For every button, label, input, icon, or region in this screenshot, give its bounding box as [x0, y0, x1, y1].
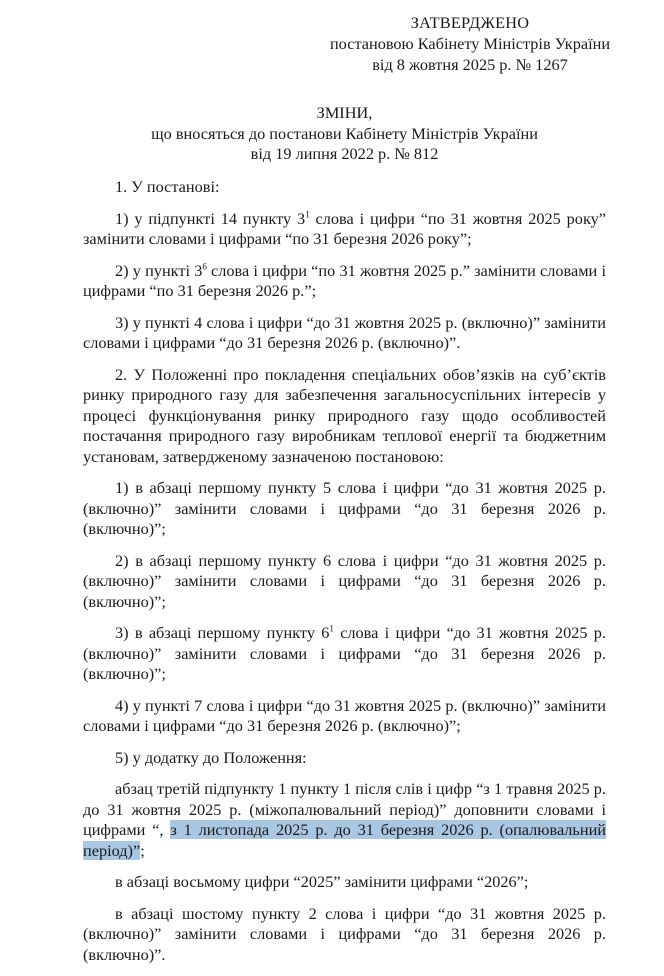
superscript: 6	[202, 261, 207, 272]
item-text-pre: 3) в абзаці першому пункту 6	[115, 623, 330, 642]
annex-text-post: ;	[140, 840, 145, 860]
section-1-item-2	[83, 261, 606, 302]
document-title: ЗМІНИ,	[316, 103, 373, 122]
item-text-post: слова і цифри “по 31 жовтня 2025 року” замінити словами і цифрами “по 31 березня 2026 року”;	[83, 208, 606, 248]
annex-paragraph-1	[83, 779, 606, 861]
section-2-item-3	[83, 623, 606, 685]
section-1-item-1	[83, 209, 606, 250]
section-2-item-2: 2) в абзаці першому пункту 6 слова і цифри “до 31 жовтня 2025 р. (включно)” замінити словами і цифрами “до 31 березня 2026 р. (включно)”;	[83, 550, 606, 611]
approval-line-1: постановою Кабінету Міністрів України	[329, 34, 611, 53]
annex-text-pre: абзац третій підпункту 1 пункту 1 після слів і цифр “з 1 травня 2025 р. до 31 жовтня 2025 р. (міжопалювальний період)” доповнити словами і цифрами “,	[83, 779, 606, 839]
section-1-heading: 1. У постанові:	[115, 177, 220, 196]
document-title-block	[83, 103, 606, 165]
section-2-item-1: 1) в абзаці першому пункту 5 слова і цифри “до 31 жовтня 2025 р. (включно)” замінити словами і цифрами “до 31 березня 2026 р. (включно)”;	[83, 478, 606, 538]
section-2-item-5: 5) у додатку до Положення:	[115, 747, 307, 767]
highlighted-text[interactable]: з 1 листопада 2025 р. до 31 березня 2026 р. (опалювальний період)”	[83, 820, 606, 860]
approval-heading: ЗАТВЕРДЖЕНО	[410, 13, 530, 32]
document-subtitle-line-2: від 19 липня 2022 р. № 812	[250, 144, 439, 163]
item-text-pre: 2) у пункті 3	[115, 260, 203, 280]
annex-paragraph-2: в абзаці восьмому цифри “2025” замінити цифрами “2026”;	[115, 872, 529, 891]
item-text-pre: 1) у підпункті 14 пункту 3	[115, 208, 306, 228]
document-body	[83, 177, 606, 976]
item-text-post: слова і цифри “по 31 жовтня 2025 р.” замінити словами і цифрами “по 31 березня 2026 р.”;	[83, 260, 606, 300]
section-2-item-4: 4) у пункті 7 слова і цифри “до 31 жовтня 2025 р. (включно)” замінити словами і цифрами “до 31 березня 2026 р. (включно)”;	[83, 695, 606, 735]
item-text-post: слова і цифри “до 31 жовтня 2025 р. (включно)” замінити словами і цифрами “до 31 березня 2026 р. (включно)”;	[83, 623, 606, 683]
superscript: 1	[305, 209, 310, 220]
section-1-item-3: 3) у пункті 4 слова і цифри “до 31 жовтня 2025 р. (включно)” замінити словами і цифрами “до 31 березня 2026 р. (включно)”.	[83, 312, 606, 352]
superscript: 1	[329, 623, 334, 634]
approval-line-2: від 8 жовтня 2025 р. № 1267	[372, 55, 568, 74]
approval-block	[305, 12, 635, 75]
annex-paragraph-3: в абзаці шостому пункту 2 слова і цифри “до 31 жовтня 2025 р. (включно)” замінити словами і цифрами “до 31 березня 2026 р. (включно)”.	[83, 903, 606, 964]
section-2-heading: 2. У Положенні про покладення спеціальних обов’язків на суб’єктів ринку природного газу для забезпечення загальносуспільних інтересів у процесі функціонування ринку природного газу щодо особливостей постачання природного газу виробникам теплової енергії та бюджетним установам, затвердженому зазначеною постановою:	[83, 364, 606, 466]
document-subtitle-line-1: що вносяться до постанови Кабінету Міністрів України	[151, 123, 538, 143]
